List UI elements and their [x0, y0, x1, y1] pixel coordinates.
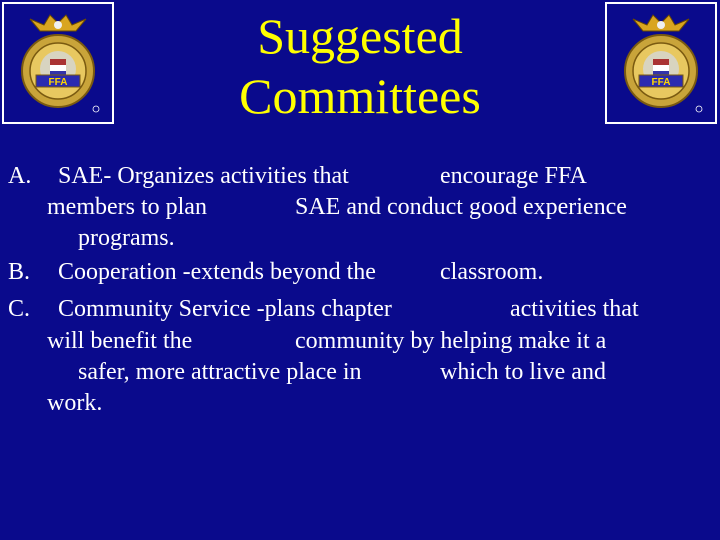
- ffa-emblem-icon: [10, 9, 106, 117]
- list-item-text: encourage FFA: [440, 163, 587, 189]
- list-item-text: Community Service -plans chapter: [58, 296, 392, 322]
- list-item-text: which to live and: [440, 359, 606, 385]
- list-item-text: safer, more attractive place in: [78, 359, 362, 385]
- list-item-text: will benefit the: [47, 328, 193, 354]
- title-line-2: Committees: [239, 68, 481, 124]
- list-marker: C.: [8, 296, 31, 322]
- list-item-text: work.: [47, 390, 103, 416]
- list-item-text: members to plan: [47, 194, 207, 220]
- list-marker: A.: [8, 163, 32, 189]
- title-line-1: Suggested: [257, 8, 463, 64]
- list-item-text: classroom.: [440, 259, 544, 285]
- ffa-emblem-left: [2, 2, 114, 124]
- list-item-text: Cooperation -extends beyond the: [58, 259, 376, 285]
- list-item-text: SAE- Organizes activities that: [58, 163, 349, 189]
- list-item-text: activities that: [510, 296, 639, 322]
- slide-title: [150, 6, 570, 126]
- ffa-emblem-icon: [613, 9, 709, 117]
- list-item-text: programs.: [78, 225, 175, 251]
- list-item-text: SAE and conduct good experience: [295, 194, 627, 220]
- svg-text:FFA: FFA: [48, 77, 68, 88]
- svg-text:FFA: FFA: [651, 77, 671, 88]
- list-marker: B.: [8, 259, 31, 285]
- ffa-emblem-right: [605, 2, 717, 124]
- list-item-text: community by helping make it a: [295, 328, 607, 354]
